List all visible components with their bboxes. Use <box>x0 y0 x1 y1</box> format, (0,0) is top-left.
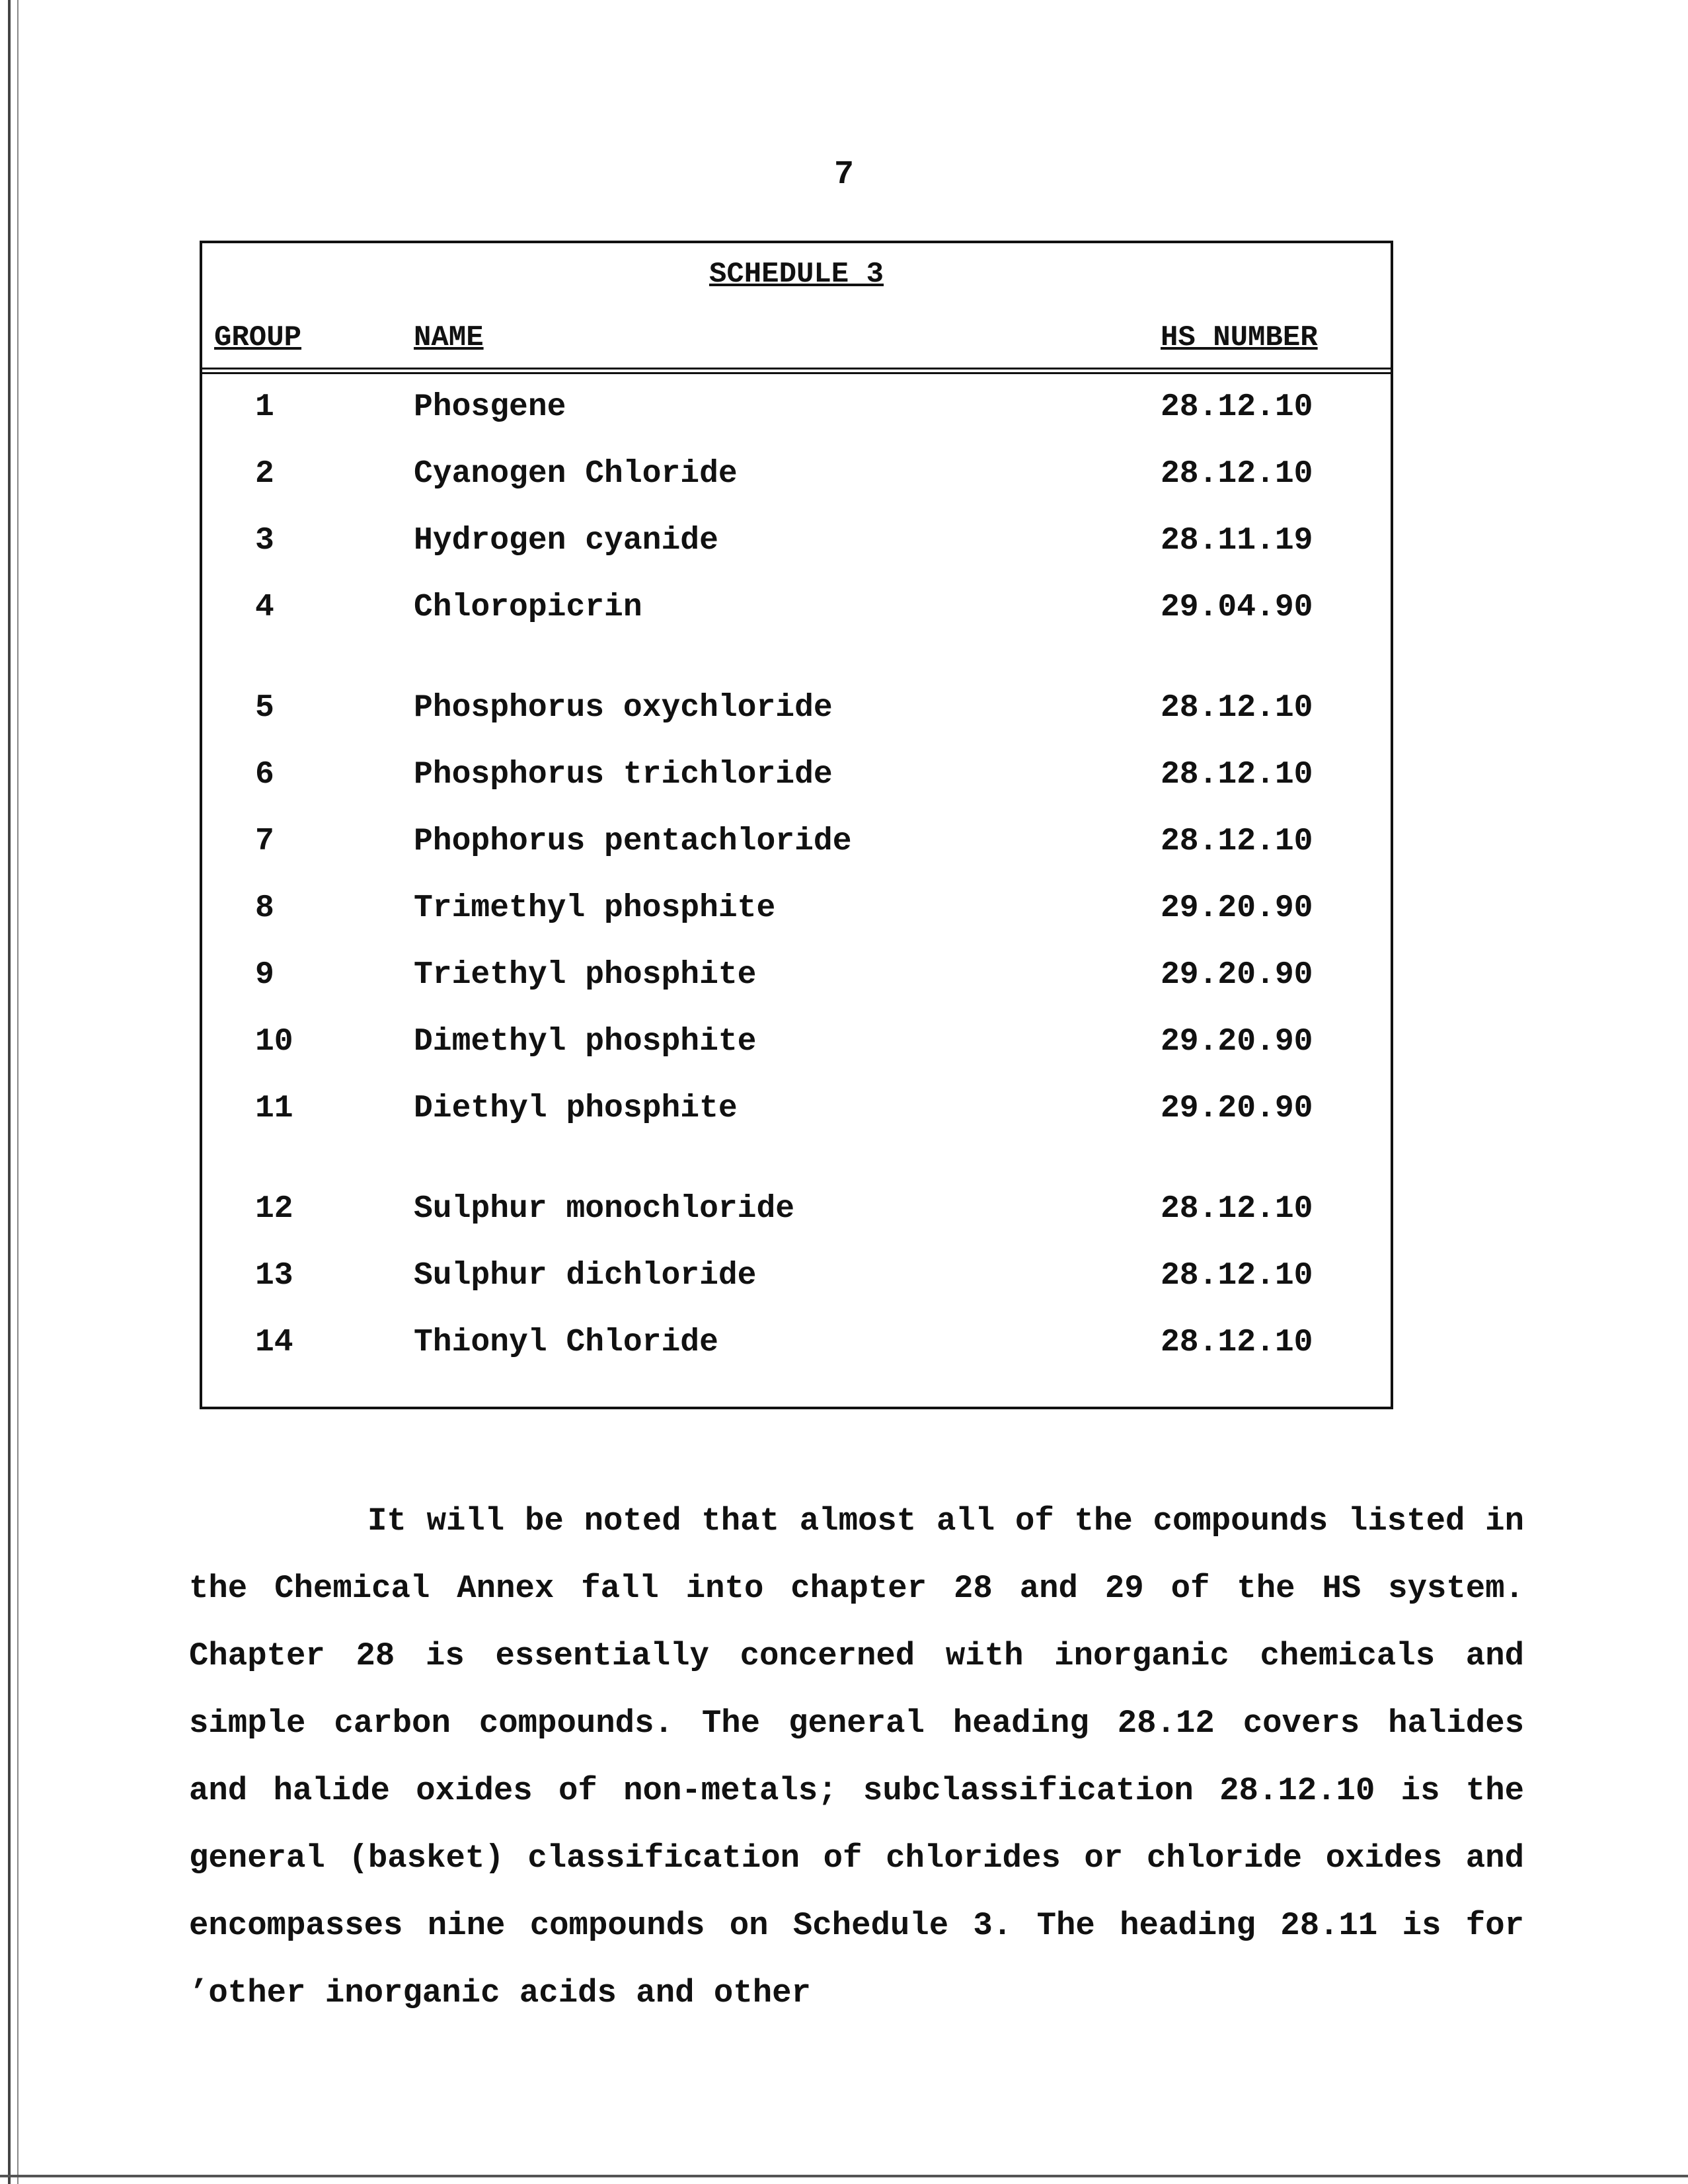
name-cell: Dimethyl phosphite <box>414 1024 757 1060</box>
hs-number-cell: 28.12.10 <box>1161 824 1313 859</box>
hs-number-cell: 29.20.90 <box>1161 1091 1313 1126</box>
group-cell: 2 <box>255 456 274 492</box>
column-header-group: GROUP <box>214 321 302 354</box>
header-double-rule <box>202 368 1391 374</box>
group-cell: 12 <box>255 1191 293 1227</box>
body-text: It will be noted that almost all of the compounds listed in the Chemical Annex fall into chapter 28 and 29 of the HS system. Chapter 28 is essentially concerned with inorganic chemicals and simple carbon compounds. The general heading 28.12 covers halides and halide oxides of non-metals; subclassification 28.12.10 is the general (basket) classification of chlorides or chloride oxides and encompasses nine compounds on Schedule 3. The heading 28.11 is for ’other inorganic acids and other <box>189 1502 1524 2011</box>
page-edge-left <box>8 0 11 2184</box>
hs-number-cell: 29.20.90 <box>1161 957 1313 993</box>
name-cell: Cyanogen Chloride <box>414 456 738 492</box>
name-cell: Sulphur monochloride <box>414 1191 795 1227</box>
hs-number-cell: 28.12.10 <box>1161 757 1313 793</box>
group-cell: 13 <box>255 1258 293 1294</box>
hs-number-cell: 28.12.10 <box>1161 389 1313 425</box>
name-cell: Trimethyl phosphite <box>414 890 776 926</box>
hs-number-cell: 28.12.10 <box>1161 456 1313 492</box>
table-row <box>202 888 1391 928</box>
schedule-title: SCHEDULE 3 <box>709 258 884 291</box>
table-row <box>202 822 1391 861</box>
hs-number-cell: 28.12.10 <box>1161 1325 1313 1360</box>
name-cell: Sulphur dichloride <box>414 1258 757 1294</box>
hs-number-cell: 29.20.90 <box>1161 890 1313 926</box>
name-cell: Chloropicrin <box>414 590 642 625</box>
page-number: 7 <box>833 156 854 194</box>
table-row <box>202 588 1391 627</box>
hs-number-cell: 28.11.19 <box>1161 523 1313 559</box>
group-cell: 4 <box>255 590 274 625</box>
name-cell: Phosphorus oxychloride <box>414 690 833 726</box>
table-row <box>202 454 1391 494</box>
table-row <box>202 1256 1391 1296</box>
group-cell: 7 <box>255 824 274 859</box>
group-cell: 8 <box>255 890 274 926</box>
hs-number-cell: 29.20.90 <box>1161 1024 1313 1060</box>
name-cell: Diethyl phosphite <box>414 1091 738 1126</box>
column-header-hs-number: HS NUMBER <box>1161 321 1318 354</box>
table-row <box>202 521 1391 561</box>
group-cell: 11 <box>255 1091 293 1126</box>
group-cell: 3 <box>255 523 274 559</box>
hs-number-cell: 28.12.10 <box>1161 690 1313 726</box>
name-cell: Phosphorus trichloride <box>414 757 833 793</box>
page-edge-bottom <box>0 2175 1688 2177</box>
hs-number-cell: 29.04.90 <box>1161 590 1313 625</box>
table-row <box>202 387 1391 427</box>
name-cell: Phosgene <box>414 389 566 425</box>
table-row <box>202 755 1391 795</box>
group-cell: 6 <box>255 757 274 793</box>
table-row <box>202 688 1391 728</box>
table-row <box>202 955 1391 995</box>
group-cell: 14 <box>255 1325 293 1360</box>
group-cell: 1 <box>255 389 274 425</box>
schedule-table <box>200 241 1393 1409</box>
page-edge-left-inner <box>17 0 19 2184</box>
name-cell: Thionyl Chloride <box>414 1325 718 1360</box>
group-cell: 10 <box>255 1024 293 1060</box>
table-row <box>202 1089 1391 1128</box>
table-row <box>202 1022 1391 1062</box>
group-cell: 5 <box>255 690 274 726</box>
hs-number-cell: 28.12.10 <box>1161 1258 1313 1294</box>
name-cell: Phophorus pentachloride <box>414 824 852 859</box>
body-paragraph <box>189 1487 1524 2027</box>
group-cell: 9 <box>255 957 274 993</box>
table-row <box>202 1189 1391 1229</box>
hs-number-cell: 28.12.10 <box>1161 1191 1313 1227</box>
table-row <box>202 1323 1391 1362</box>
name-cell: Hydrogen cyanide <box>414 523 718 559</box>
column-header-name: NAME <box>414 321 484 354</box>
name-cell: Triethyl phosphite <box>414 957 757 993</box>
